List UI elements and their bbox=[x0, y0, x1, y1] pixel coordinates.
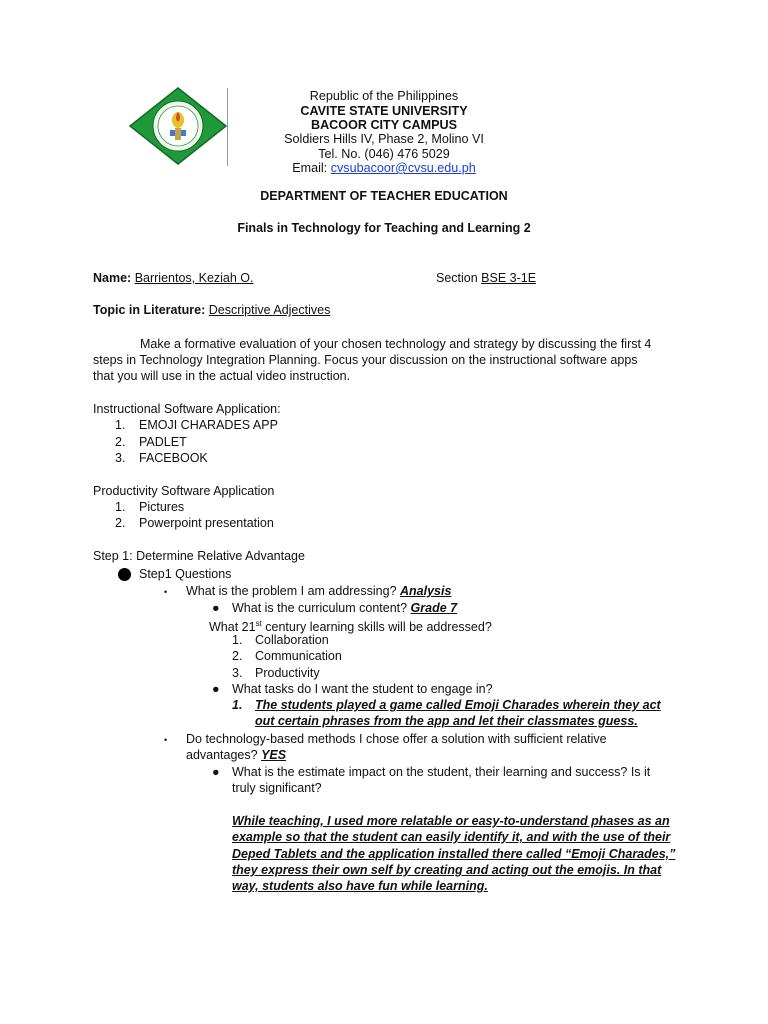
question-2-line-1: Do technology-based methods I chose offer a solution with sufficient relative bbox=[186, 732, 607, 746]
question-1a-text: What is the curriculum content? bbox=[232, 601, 411, 615]
instructions-line-3: that you will use in the actual video instruction. bbox=[93, 369, 351, 383]
department-title: DEPARTMENT OF TEACHER EDUCATION bbox=[260, 189, 508, 203]
instructional-app-num: 3. bbox=[115, 451, 126, 465]
header-address: Soldiers Hills IV, Phase 2, Molino VI bbox=[284, 132, 484, 146]
course-title: Finals in Technology for Teaching and Learning 2 bbox=[237, 221, 531, 235]
task-line-2: out certain phrases from the app and let their classmates guess. bbox=[255, 714, 638, 728]
section-label: Section bbox=[436, 271, 482, 285]
name-line bbox=[93, 270, 254, 286]
skill-num: 2. bbox=[232, 649, 243, 663]
instructional-app-item: EMOJI CHARADES APP bbox=[139, 418, 278, 432]
header-campus: BACOOR CITY CAMPUS bbox=[310, 118, 457, 132]
question-1a bbox=[232, 600, 457, 616]
question-2-answer: YES bbox=[261, 748, 287, 762]
large-bullet-icon bbox=[118, 568, 131, 581]
question-1-text: What is the problem I am addressing? bbox=[186, 584, 400, 598]
productivity-app-item: Powerpoint presentation bbox=[139, 516, 274, 530]
question-1b-sup: st bbox=[255, 619, 262, 628]
task-line-1: The students played a game called Emoji Charades wherein they act bbox=[255, 698, 661, 712]
instructional-app-num: 2. bbox=[115, 435, 126, 449]
answer-line-5: way, students also have fun while learning. bbox=[232, 879, 488, 893]
productivity-app-num: 2. bbox=[115, 516, 126, 530]
step1-heading: Step 1: Determine Relative Advantage bbox=[93, 549, 305, 563]
header-email-line bbox=[0, 161, 768, 177]
answer-line-1: While teaching, I used more relatable or easy-to-understand phases as an bbox=[232, 814, 670, 828]
header-university: CAVITE STATE UNIVERSITY bbox=[300, 104, 468, 118]
instructional-app-item: FACEBOOK bbox=[139, 451, 208, 465]
name-value: Barrientos, Keziah O. bbox=[134, 271, 254, 285]
topic-value: Descriptive Adjectives bbox=[208, 303, 331, 317]
task-num: 1. bbox=[232, 698, 243, 712]
question-1-answer: Analysis bbox=[400, 584, 452, 598]
question-2a-line-2: truly significant? bbox=[232, 781, 322, 795]
topic-line bbox=[93, 302, 330, 318]
question-1b-pre: What 21 bbox=[209, 620, 256, 635]
question-2-line-2 bbox=[186, 747, 286, 763]
answer-line-2: example so that the student can easily identify it, and with the use of their bbox=[232, 830, 671, 844]
question-2-text: advantages? bbox=[186, 748, 262, 762]
bullet-icon: • bbox=[164, 735, 168, 745]
header-email-link[interactable]: cvsubacoor@cvsu.edu.ph bbox=[330, 161, 476, 175]
skill-num: 3. bbox=[232, 666, 243, 680]
bullet-icon: ● bbox=[212, 601, 220, 615]
productivity-app-num: 1. bbox=[115, 500, 126, 514]
step1-subheading: Step1 Questions bbox=[139, 567, 232, 581]
question-1 bbox=[186, 583, 451, 599]
instructions-line-1: Make a formative evaluation of your chosen technology and strategy by discussing the first 4 bbox=[140, 337, 652, 351]
question-1a-answer: Grade 7 bbox=[410, 601, 458, 615]
instructional-apps-heading: Instructional Software Application: bbox=[93, 402, 281, 416]
section-line bbox=[436, 270, 536, 286]
bullet-icon: ● bbox=[212, 765, 220, 779]
instructions-line-2: steps in Technology Integration Planning. Focus your discussion on the instructional software apps bbox=[93, 353, 638, 367]
skill-num: 1. bbox=[232, 633, 243, 647]
topic-label: Topic in Literature: bbox=[93, 303, 209, 317]
skill-item: Productivity bbox=[255, 666, 320, 680]
instructional-app-num: 1. bbox=[115, 418, 126, 432]
answer-line-3: Deped Tablets and the application installed there called “Emoji Charades,” bbox=[232, 847, 676, 861]
question-2a-line-1: What is the estimate impact on the student, their learning and success? Is it bbox=[232, 765, 651, 779]
question-1b bbox=[209, 616, 492, 636]
header-tel: Tel. No. (046) 476 5029 bbox=[318, 147, 450, 161]
skill-item: Communication bbox=[255, 649, 342, 663]
productivity-apps-heading: Productivity Software Application bbox=[93, 484, 275, 498]
question-1c: What tasks do I want the student to engage in? bbox=[232, 682, 493, 696]
bullet-icon: ● bbox=[212, 682, 220, 696]
header-email-label: Email: bbox=[292, 161, 331, 175]
instructional-app-item: PADLET bbox=[139, 435, 187, 449]
answer-line-4: they express their own self by creating and acting out the emojis. In that bbox=[232, 863, 662, 877]
productivity-app-item: Pictures bbox=[139, 500, 185, 514]
header-republic: Republic of the Philippines bbox=[309, 89, 459, 103]
skill-item: Collaboration bbox=[255, 633, 329, 647]
section-value: BSE 3-1E bbox=[481, 271, 537, 285]
bullet-icon: • bbox=[164, 587, 168, 597]
name-label: Name: bbox=[93, 271, 135, 285]
question-1b-post: century learning skills will be addressed? bbox=[261, 620, 492, 635]
